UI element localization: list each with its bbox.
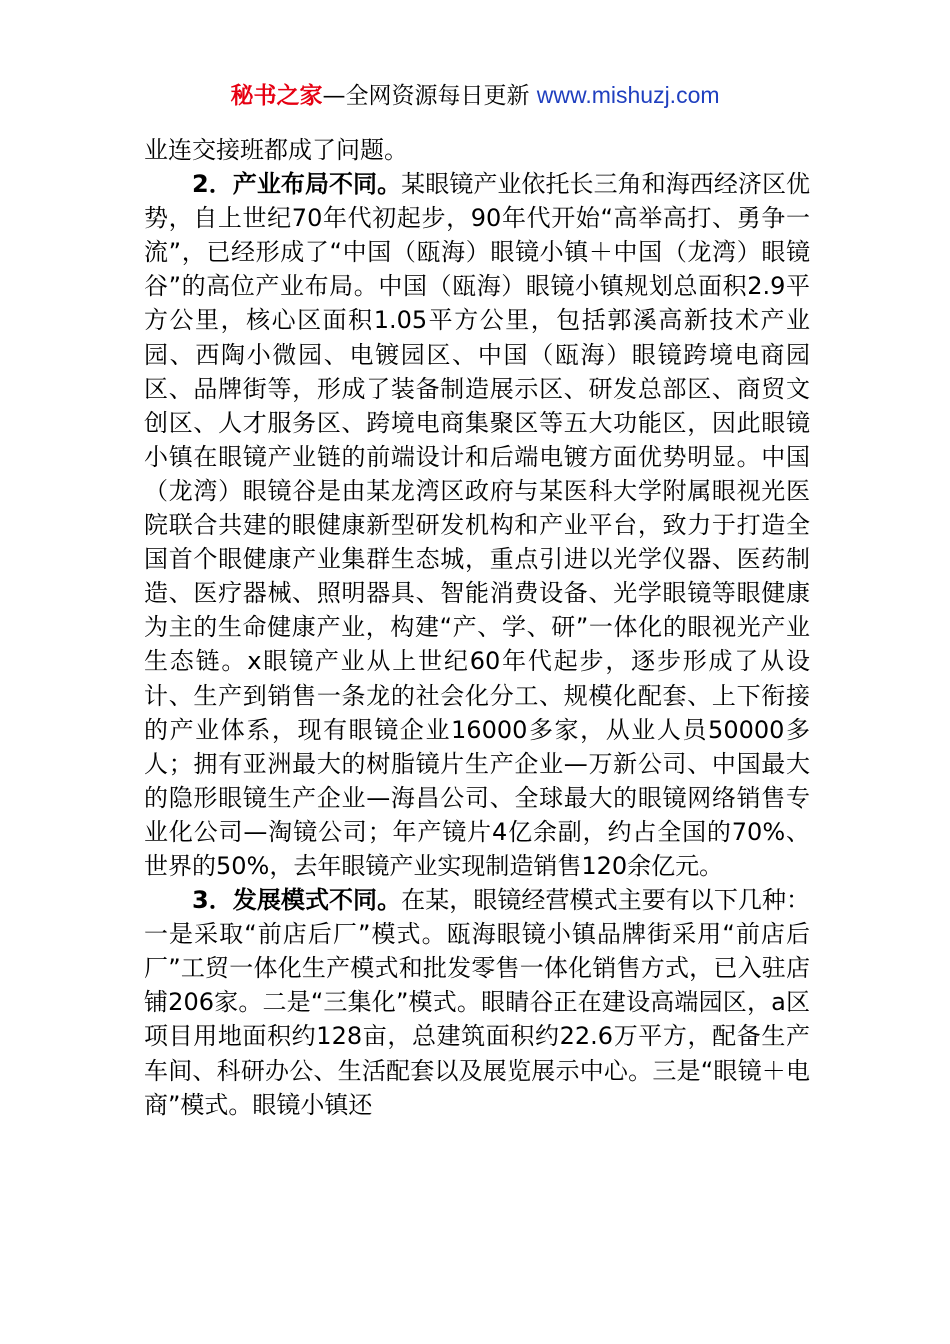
paragraph-industry-layout bbox=[144, 167, 810, 883]
site-url-link[interactable]: www.mishuzj.com bbox=[536, 82, 720, 108]
page-header bbox=[0, 78, 950, 113]
paragraph-text: 在某，眼镜经营模式主要有以下几种：一是采取“前店后厂”模式。瓯海眼镜小镇品牌街采用“前店后厂”工贸一体化生产模式和批发零售一体化销售方式，已入驻店铺206家。二是“三集化”模式。眼睛谷正在建设高端园区，a区项目用地面积约128亩，总建筑面积约22.6万平方，配备生产车间、科研办公、生活配套以及展览展示中心。三是“眼镜＋电商”模式。眼镜小镇还 bbox=[144, 886, 811, 1119]
paragraph-text: 某眼镜产业依托长三角和海西经济区优势，自上世纪70年代初起步，90年代开始“高举高打、勇争一流”，已经形成了“中国（瓯海）眼镜小镇＋中国（龙湾）眼镜谷”的高位产业布局。中国（瓯海）眼镜小镇规划总面积2.9平方公里，核心区面积1.05平方公里，包括郭溪高新技术产业园、西陶小微园、电镀园区、中国（瓯海）眼镜跨境电商园区、品牌街等，形成了装备制造展示区、研发总部区、商贸文创区、人才服务区、跨境电商集聚区等五大功能区，因此眼镜小镇在眼镜产业链的前端设计和后端电镀方面优势明显。中国（龙湾）眼镜谷是由某龙湾区政府与某医科大学附属眼视光医院联合共建的眼健康新型研发机构和产业平台，致力于打造全国首个眼健康产业集群生态城，重点引进以光学仪器、医药制造、医疗器械、照明器具、智能消费设备、光学眼镜等眼健康为主的生命健康产业，构建“产、学、研”一体化的眼视光产业生态链。x眼镜产业从上世纪60年代起步，逐步形成了从设计、生产到销售一条龙的社会化分工、规模化配套、上下衔接的产业体系，现有眼镜企业16000多家，从业人员50000多人；拥有亚洲最大的树脂镜片生产企业—万新公司、中国最大的隐形眼镜生产企业—海昌公司、全球最大的眼镜网络销售专业化公司—淘镜公司；年产镜片4亿余副，约占全国的70%、世界的50%，去年眼镜产业实现制造销售120余亿元。 bbox=[144, 170, 811, 880]
section-heading: 2．产业布局不同。 bbox=[192, 170, 402, 199]
document-body bbox=[144, 133, 810, 1122]
brand-name: 秘书之家 bbox=[230, 83, 323, 109]
paragraph-development-model bbox=[144, 883, 810, 1122]
header-tagline: —全网资源每日更新 bbox=[322, 83, 537, 109]
paragraph-continuation bbox=[144, 133, 810, 167]
section-heading: 3．发展模式不同。 bbox=[192, 886, 402, 915]
paragraph-text: 业连交接班都成了问题。 bbox=[144, 136, 408, 164]
